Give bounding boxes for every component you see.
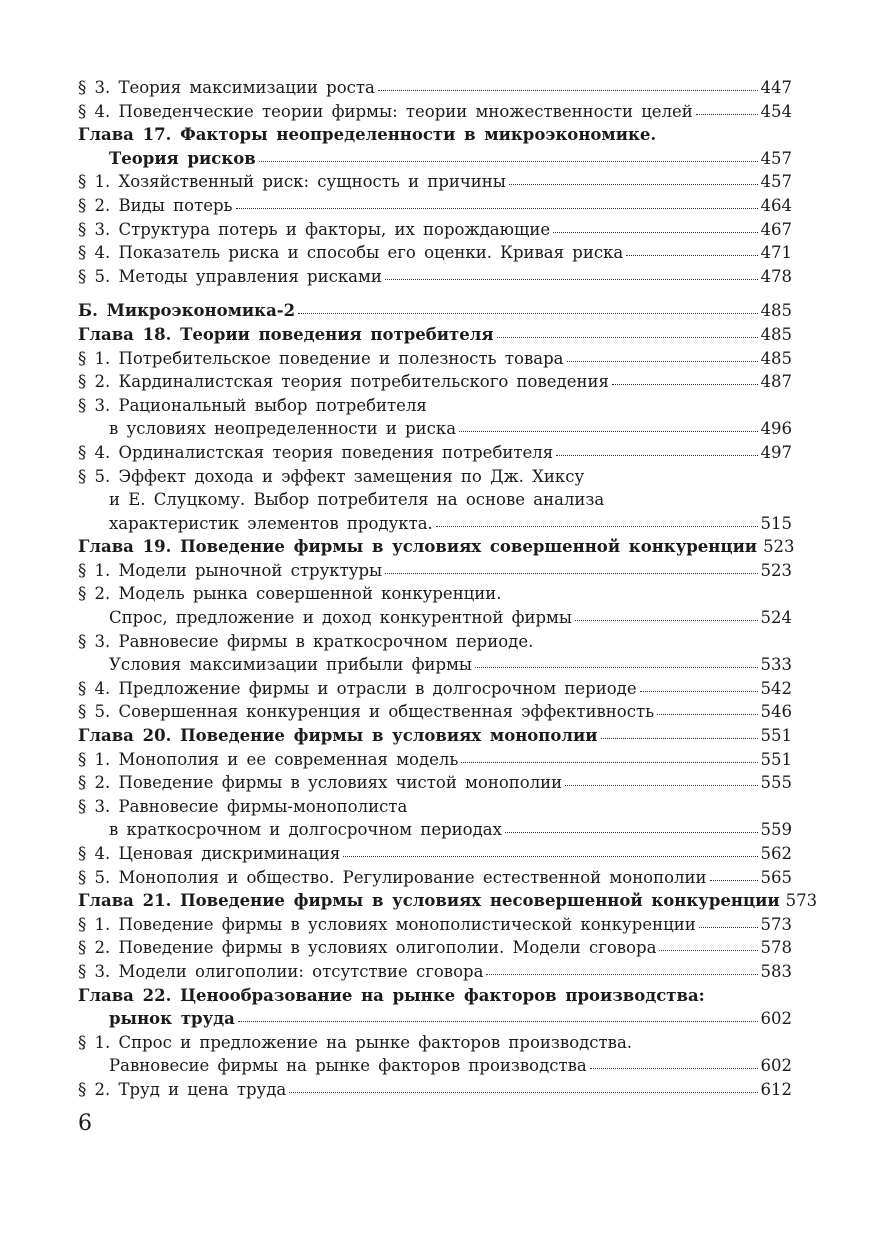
- dot-leader: [436, 523, 758, 527]
- dot-leader: [385, 570, 757, 574]
- toc-entry-title: § 4. Ценовая дискриминация: [78, 844, 341, 863]
- toc-entry-row: [78, 842, 792, 866]
- toc-heading-row: [78, 299, 792, 323]
- toc-entry-row: [78, 512, 792, 536]
- dot-leader: [461, 759, 757, 763]
- dot-leader: [696, 111, 758, 115]
- toc-entry-title: Условия максимизации прибыли фирмы: [109, 655, 473, 675]
- toc-page-number: 464: [760, 195, 792, 215]
- toc-page-number: 542: [760, 678, 792, 698]
- dot-leader: [699, 924, 758, 928]
- toc-entry-row: [78, 795, 792, 819]
- dot-leader: [590, 1065, 758, 1069]
- toc-entry-title: § 5. Методы управления рисками: [78, 266, 382, 286]
- toc-entry-title: в краткосрочном и долгосрочном периодах: [109, 820, 502, 840]
- toc-entry-title: § 5. Совершенная конкуренция и общественная эффективность: [78, 702, 655, 722]
- toc-page-number: 454: [760, 101, 792, 121]
- toc-entry-title: § 4. Предложение фирмы и отрасли в долгосрочном периоде: [78, 678, 637, 698]
- toc-entry-title: Глава 22. Ценообразование на рынке факторов производства:: [78, 985, 705, 1005]
- dot-leader: [378, 87, 758, 91]
- toc-entry-title: § 2. Труд и цена труда: [78, 1079, 287, 1099]
- dot-leader: [565, 782, 757, 786]
- toc-entry-row: [78, 100, 792, 124]
- toc-entry-title: и Е. Слуцкому. Выбор потребителя на основе анализа: [109, 490, 605, 510]
- toc-entry-row: [78, 677, 792, 701]
- toc-entry-row: [78, 417, 792, 441]
- toc-entry-row: [78, 265, 792, 289]
- toc-heading-row: [78, 323, 792, 347]
- toc-page-number: 573: [785, 891, 818, 911]
- toc-page-number: 467: [760, 219, 792, 239]
- dot-leader: [612, 381, 758, 385]
- toc-page-number: 485: [760, 324, 792, 344]
- toc-entry-title: § 1. Поведение фирмы в условиях монополистической конкуренции: [78, 914, 696, 934]
- toc-entry-title: § 2. Поведение фирмы в условиях олигополии. Модели сговора: [78, 938, 657, 958]
- toc-entry-row: [78, 241, 792, 265]
- dot-leader: [385, 276, 758, 280]
- toc-page-number: 457: [760, 148, 792, 168]
- toc-entry-title: в условиях неопределенности и риска: [109, 419, 457, 439]
- toc-page-number: 578: [760, 938, 792, 958]
- toc-page-number: 447: [760, 78, 792, 97]
- toc-page-number: 562: [760, 844, 792, 863]
- toc-page-number: 602: [760, 1056, 792, 1076]
- toc-page-number: 485: [760, 348, 792, 368]
- toc-entry-title: Теория рисков: [109, 148, 256, 168]
- toc-entry-title: § 2. Модель рынка совершенной конкуренции.: [78, 584, 502, 604]
- dot-leader: [657, 711, 757, 715]
- toc-entry-row: [78, 1078, 792, 1102]
- dot-leader: [556, 452, 757, 456]
- toc-entry-title: § 2. Кардиналистская теория потребительского поведения: [78, 372, 609, 392]
- toc-entry-row: [78, 465, 792, 489]
- toc-entry-row: [78, 700, 792, 724]
- toc-page-number: 555: [760, 773, 792, 793]
- toc-entry-row: [78, 559, 792, 583]
- toc-heading-row: [78, 984, 792, 1008]
- toc-page-number: 602: [760, 1009, 792, 1029]
- toc-entry-title: § 4. Показатель риска и способы его оценки. Кривая риска: [78, 243, 624, 263]
- toc-entry-row: [78, 818, 792, 842]
- toc-entry-title: § 1. Спрос и предложение на рынке факторов производства.: [78, 1032, 633, 1052]
- dot-leader: [575, 617, 757, 621]
- toc-entry-row: [78, 170, 792, 194]
- toc-entry-row: [78, 218, 792, 242]
- toc-page-number: 515: [760, 513, 792, 533]
- toc-entry-row: [78, 76, 792, 100]
- toc-page-number: 551: [760, 726, 792, 746]
- toc-entry-title: § 4. Поведенческие теории фирмы: теории множественности целей: [78, 101, 693, 121]
- dot-leader: [710, 877, 758, 881]
- toc-heading-row: [78, 889, 818, 913]
- toc-entry-title: § 1. Хозяйственный риск: сущность и причины: [78, 172, 506, 192]
- toc-entry-row: [78, 606, 792, 630]
- dot-leader: [640, 688, 758, 692]
- toc-page-number: 533: [760, 655, 792, 675]
- dot-leader: [509, 181, 758, 185]
- table-of-contents: [78, 76, 818, 1102]
- toc-entry-title: Б. Микроэкономика-2: [78, 301, 296, 321]
- toc-entry-title: Глава 19. Поведение фирмы в условиях совершенной конкуренции: [78, 537, 758, 557]
- toc-page-number: 478: [760, 266, 792, 286]
- toc-entry-title: Глава 18. Теории поведения потребителя: [78, 324, 494, 344]
- dot-leader: [259, 158, 758, 162]
- toc-entry-row: [78, 748, 792, 772]
- toc-entry-row: [78, 653, 792, 677]
- toc-heading-row: [78, 123, 792, 147]
- toc-entry-row: [78, 441, 792, 465]
- toc-entry-title: § 5. Монополия и общество. Регулирование естественной монополии: [78, 867, 707, 887]
- dot-leader: [475, 664, 757, 668]
- toc-entry-row: [78, 913, 792, 937]
- dot-leader: [238, 1018, 758, 1022]
- toc-entry-title: § 3. Равновесие фирмы в краткосрочном периоде.: [78, 631, 534, 651]
- toc-page-number: 573: [760, 914, 792, 934]
- toc-entry-row: [78, 1054, 792, 1078]
- toc-entry-title: § 4. Ординалистская теория поведения потребителя: [78, 442, 554, 462]
- dot-leader: [343, 853, 757, 857]
- toc-entry-title: § 3. Модели олигополии: отсутствие сговора: [78, 961, 484, 981]
- toc-entry-title: Равновесие фирмы на рынке факторов производства: [109, 1056, 587, 1076]
- toc-entry-title: Глава 21. Поведение фирмы в условиях несовершенной конкуренции: [78, 891, 780, 911]
- toc-entry-title: § 2. Поведение фирмы в условиях чистой монополии: [78, 773, 563, 793]
- dot-leader: [601, 735, 758, 739]
- toc-entry-title: § 3. Рациональный выбор потребителя: [78, 395, 427, 415]
- dot-leader: [236, 205, 758, 209]
- toc-entry-row: [78, 771, 792, 795]
- toc-heading-row: [78, 724, 792, 748]
- dot-leader: [659, 947, 757, 951]
- toc-entry-title: § 2. Виды потерь: [78, 195, 233, 215]
- toc-page-number: 583: [760, 961, 792, 981]
- toc-page-number: 471: [760, 243, 792, 263]
- toc-entry-title: Глава 20. Поведение фирмы в условиях монополии: [78, 726, 598, 746]
- toc-entry-row: [78, 347, 792, 371]
- toc-entry-title: Глава 17. Факторы неопределенности в микроэкономике.: [78, 125, 657, 145]
- toc-entry-row: [78, 1031, 792, 1055]
- toc-entry-title: § 3. Теория максимизации роста: [78, 78, 375, 97]
- toc-heading-row: [78, 147, 792, 171]
- toc-page-number: 551: [760, 749, 792, 769]
- toc-page-number: 523: [760, 560, 792, 580]
- toc-entry-title: § 1. Монополия и ее современная модель: [78, 749, 459, 769]
- toc-entry-title: § 1. Модели рыночной структуры: [78, 560, 383, 580]
- dot-leader: [553, 229, 757, 233]
- toc-entry-title: § 1. Потребительское поведение и полезность товара: [78, 348, 564, 368]
- toc-entry-row: [78, 936, 792, 960]
- dot-leader: [459, 428, 757, 432]
- dot-leader: [298, 310, 757, 314]
- toc-page-number: 496: [760, 419, 792, 439]
- toc-page-number: 487: [760, 372, 792, 392]
- dot-leader: [497, 334, 758, 338]
- toc-entry-title: рынок труда: [109, 1009, 235, 1029]
- toc-entry-row: [78, 488, 792, 512]
- toc-entry-title: § 3. Структура потерь и факторы, их порождающие: [78, 219, 551, 239]
- toc-entry-row: [78, 960, 792, 984]
- dot-leader: [567, 358, 758, 362]
- dot-leader: [505, 829, 758, 833]
- toc-entry-row: [78, 370, 792, 394]
- page-number-footer: 6: [78, 1111, 92, 1136]
- toc-entry-row: [78, 394, 792, 418]
- toc-page-number: 524: [760, 608, 792, 628]
- toc-entry-row: [78, 630, 792, 654]
- dot-leader: [486, 971, 757, 975]
- dot-leader: [289, 1089, 757, 1093]
- dot-leader: [626, 252, 757, 256]
- toc-heading-row: [78, 535, 795, 559]
- toc-page-number: 565: [760, 867, 792, 887]
- toc-entry-row: [78, 194, 792, 218]
- toc-page-number: 457: [760, 172, 792, 192]
- toc-page-number: 559: [760, 820, 792, 840]
- toc-page-number: 612: [760, 1079, 792, 1099]
- toc-entry-row: [78, 582, 792, 606]
- toc-page-number: 523: [763, 537, 795, 557]
- toc-page-number: 546: [760, 702, 792, 722]
- toc-heading-row: [78, 1007, 792, 1031]
- toc-entry-title: Спрос, предложение и доход конкурентной фирмы: [109, 608, 573, 628]
- toc-entry-title: § 5. Эффект дохода и эффект замещения по Дж. Хиксу: [78, 466, 585, 486]
- toc-entry-title: § 3. Равновесие фирмы-монополиста: [78, 796, 408, 816]
- toc-page-number: 497: [760, 442, 792, 462]
- toc-page-number: 485: [760, 301, 792, 321]
- toc-entry-row: [78, 866, 792, 890]
- toc-entry-title: характеристик элементов продукта.: [109, 513, 433, 533]
